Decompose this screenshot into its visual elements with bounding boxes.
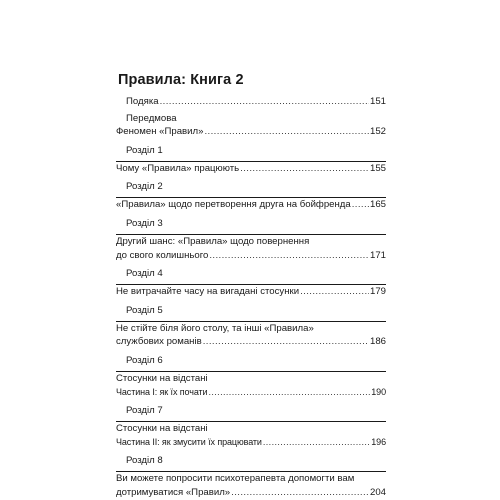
- toc-entry-chapter-3: [116, 216, 386, 262]
- dot-leader: [204, 125, 369, 139]
- toc-page-number: 190: [371, 386, 386, 397]
- toc-line: [116, 436, 386, 450]
- dot-leader: [209, 249, 369, 263]
- dot-leader: [160, 95, 369, 109]
- toc-line: [116, 125, 386, 139]
- toc-entry-title: Чому «Правила» працюють: [116, 162, 240, 174]
- chapter-label: Розділ 8: [126, 455, 163, 467]
- toc-line: [116, 198, 386, 212]
- toc-heading: Правила: Книга 2: [118, 72, 244, 88]
- toc-entry-chapter-8: [116, 453, 386, 499]
- chapter-label: Розділ 5: [126, 304, 163, 316]
- toc-line: [116, 285, 386, 299]
- dot-leader: [208, 386, 370, 400]
- toc-entry-label: Передмова: [126, 112, 177, 124]
- toc-entry-chapter-6: [116, 353, 386, 399]
- toc-entry-title: Стосунки на відстані: [116, 372, 208, 384]
- toc-entry-title-cont: службових романів: [116, 336, 202, 348]
- toc-line: [116, 235, 386, 249]
- toc-line: [116, 372, 386, 386]
- toc-entry-title-cont: до свого колишнього: [116, 249, 209, 261]
- toc-line: [116, 386, 386, 400]
- toc-line: [116, 322, 386, 336]
- toc-page-number: 204: [369, 486, 386, 498]
- chapter-label: Розділ 3: [126, 217, 163, 229]
- toc-line: [116, 335, 386, 349]
- toc-entry-title: Не стійте біля його столу, та інші «Правила»: [116, 322, 314, 334]
- toc-entry-title-cont: дотримуватися «Правил»: [116, 486, 231, 498]
- toc-line: [116, 422, 386, 436]
- toc-entry-foreword: [116, 112, 386, 139]
- dot-leader: [231, 486, 369, 500]
- toc-page-number: 165: [369, 199, 386, 211]
- chapter-label: Розділ 1: [126, 144, 163, 156]
- dot-leader: [240, 162, 369, 176]
- toc-entry-title: Феномен «Правил»: [116, 126, 204, 138]
- dot-leader: [352, 198, 369, 212]
- toc-line: [116, 112, 386, 126]
- toc-page-number: 152: [369, 126, 386, 138]
- toc-entry-title: Стосунки на відстані: [116, 423, 208, 435]
- toc-entry-title: Другий шанс: «Правила» щодо повернення: [116, 235, 310, 247]
- chapter-label: Розділ 2: [126, 181, 163, 193]
- dot-leader: [300, 285, 369, 299]
- table-of-contents: [116, 95, 386, 500]
- toc-entry-chapter-4: [116, 266, 386, 299]
- chapter-label: Розділ 6: [126, 354, 163, 366]
- dot-leader: [203, 335, 369, 349]
- chapter-label: Розділ 4: [126, 268, 163, 280]
- toc-page-number: 155: [369, 162, 386, 174]
- toc-entry-chapter-2: [116, 179, 386, 212]
- toc-line: [116, 95, 386, 109]
- toc-entry-title: «Правила» щодо перетворення друга на бойфренда: [116, 199, 351, 211]
- toc-entry-subtitle: Частина І: як їх почати: [116, 386, 208, 397]
- toc-page-number: 186: [369, 336, 386, 348]
- toc-entry-subtitle: Частина ІІ: як змусити їх працювати: [116, 436, 262, 447]
- toc-entry-chapter-7: [116, 403, 386, 449]
- toc-page-number: 196: [371, 436, 386, 447]
- toc-line: [116, 486, 386, 500]
- chapter-label: Розділ 7: [126, 405, 163, 417]
- toc-entry-title: Ви можете попросити психотерапевта допомогти вам: [116, 473, 355, 485]
- toc-entry-title: Подяка: [126, 96, 159, 107]
- toc-line: [116, 249, 386, 263]
- dot-leader: [263, 436, 370, 450]
- toc-entry-chapter-1: [116, 143, 386, 176]
- toc-line: [116, 472, 386, 486]
- toc-entry-acknowledgements: [116, 95, 386, 109]
- toc-entry-chapter-5: [116, 303, 386, 349]
- toc-line: [116, 162, 386, 176]
- toc-page-number: 171: [369, 249, 386, 261]
- toc-page-number: 179: [369, 286, 386, 298]
- toc-entry-title: Не витрачайте часу на вигадані стосунки: [116, 286, 300, 298]
- toc-page-number: 151: [369, 96, 386, 107]
